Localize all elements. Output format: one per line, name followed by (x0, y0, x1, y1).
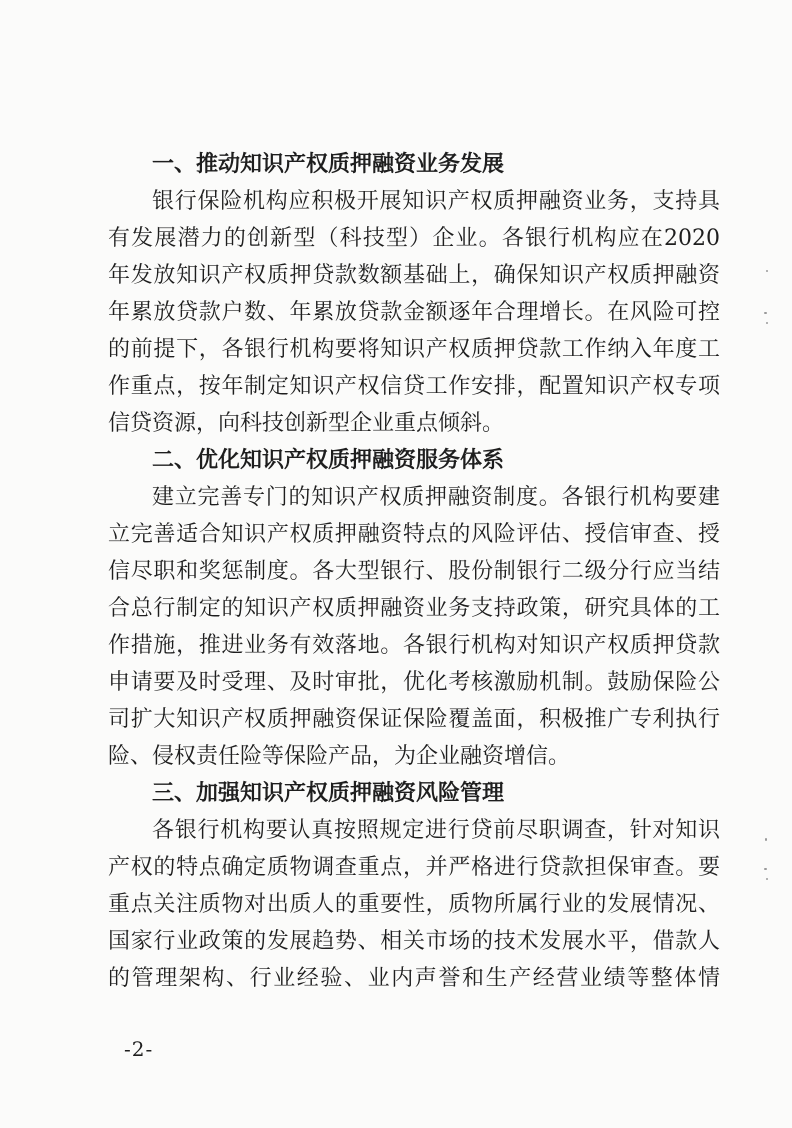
paragraph-line: 信尽职和奖惩制度。各大型银行、股份制银行二级分行应当结 (108, 559, 720, 584)
section-3-heading: 三、加强知识产权质押融资风险管理 (152, 781, 505, 806)
paragraph-line: 申请要及时受理、及时审批，优化考核激励机制。鼓励保险公 (108, 670, 720, 695)
paragraph-line: 合总行制定的知识产权质押融资业务支持政策，研究具体的工 (108, 596, 720, 621)
paragraph-line: 银行保险机构应积极开展知识产权质押融资业务，支持具 (152, 189, 720, 214)
paragraph-line: 各银行机构要认真按照规定进行贷前尽职调查，针对知识 (152, 818, 720, 843)
scan-speck (766, 878, 768, 880)
paragraph-line: 作重点，按年制定知识产权信贷工作安排，配置知识产权专项 (108, 374, 720, 399)
paragraph-line: 作措施，推进业务有效落地。各银行机构对知识产权质押贷款 (108, 633, 720, 658)
section-2-heading: 二、优化知识产权质押融资服务体系 (152, 448, 505, 473)
scan-speck (765, 838, 767, 841)
paragraph-line: 产权的特点确定质物调查重点，并严格进行贷款担保审查。要 (108, 855, 720, 880)
paragraph-line: 的前提下，各银行机构要将知识产权质押贷款工作纳入年度工 (108, 337, 720, 362)
page-number: -2- (124, 1037, 154, 1061)
paragraph-line: 立完善适合知识产权质押融资特点的风险评估、授信审查、授 (108, 522, 720, 547)
paragraph-line: 建立完善专门的知识产权质押融资制度。各银行机构要建 (152, 485, 720, 510)
paragraph-line: 国家行业政策的发展趋势、相关市场的技术发展水平，借款人 (108, 929, 720, 954)
paragraph-line: 险、侵权责任险等保险产品，为企业融资增信。 (108, 744, 571, 769)
scan-speck (766, 270, 768, 272)
scan-speck (766, 322, 768, 324)
paragraph-line: 的管理架构、行业经验、业内声誉和生产经营业绩等整体情 (108, 966, 720, 991)
paragraph-line: 司扩大知识产权质押融资保证保险覆盖面，积极推广专利执行 (108, 707, 720, 732)
section-1-heading: 一、推动知识产权质押融资业务发展 (152, 152, 505, 177)
paragraph-line: 重点关注质物对出质人的重要性，质物所属行业的发展情况、 (108, 892, 720, 917)
scan-speck (764, 312, 767, 314)
paragraph-line: 有发展潜力的创新型（科技型）企业。各银行机构应在2020 (108, 226, 720, 251)
paragraph-line: 年发放知识产权质押贷款数额基础上，确保知识产权质押融资 (108, 263, 720, 288)
scan-speck (764, 868, 767, 870)
paragraph-line: 信贷资源，向科技创新型企业重点倾斜。 (108, 411, 505, 436)
paragraph-line: 年累放贷款户数、年累放贷款金额逐年合理增长。在风险可控 (108, 300, 720, 325)
